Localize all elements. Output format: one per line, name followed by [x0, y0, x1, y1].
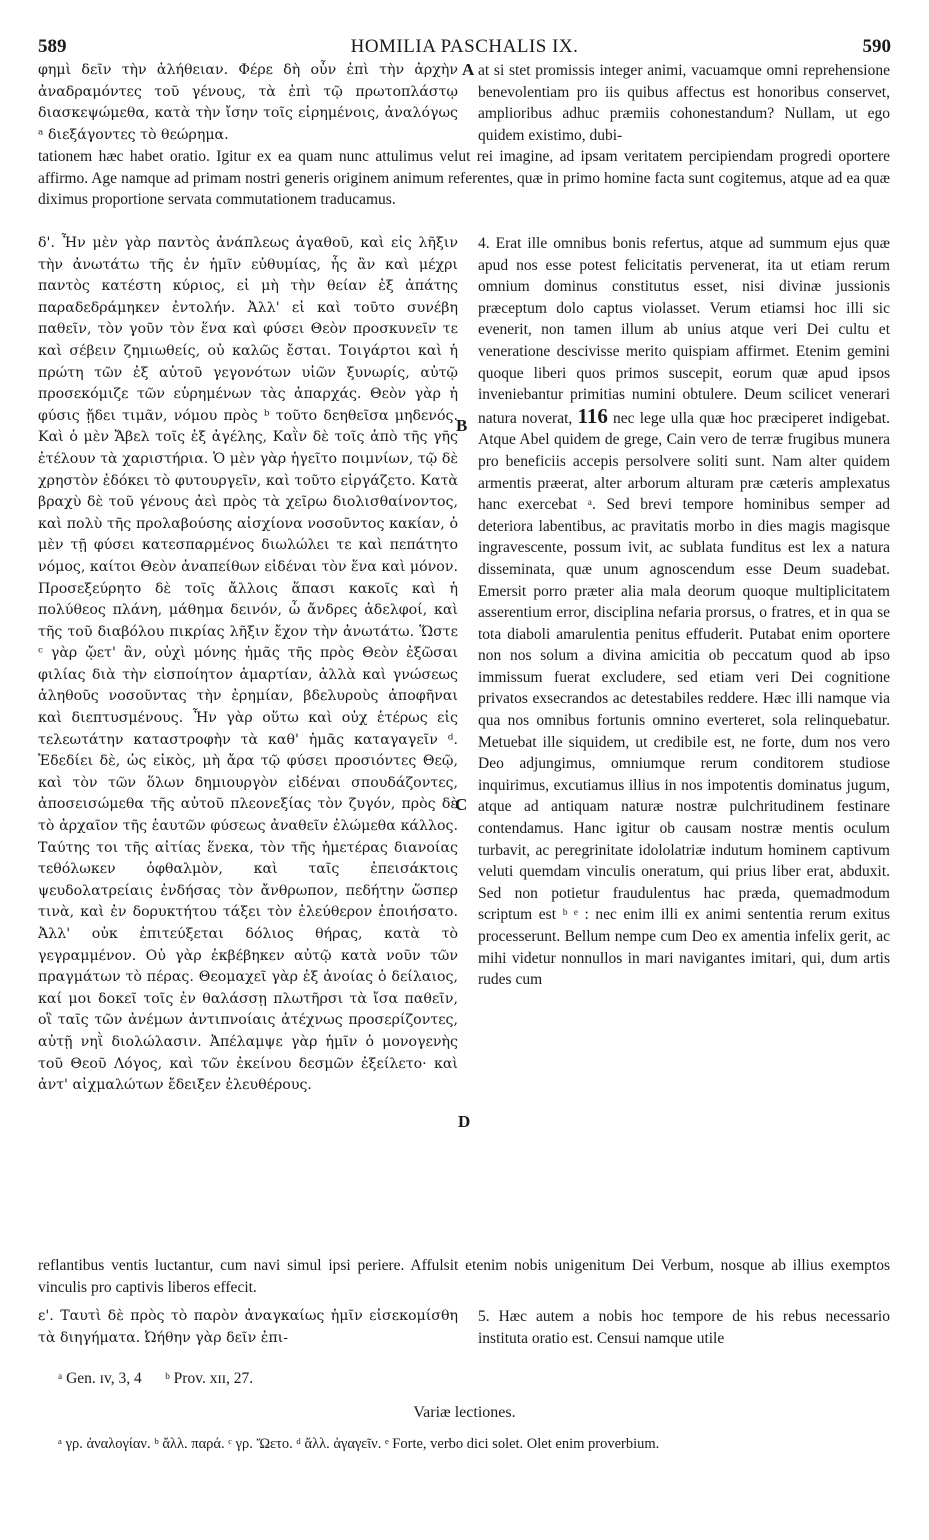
margin-mark-b: B	[456, 416, 468, 435]
footnote-a: ᵃ Gen. ɪv, 3, 4	[58, 1370, 142, 1387]
latin-paragraph-2-end: nec lege ulla quæ hoc præciperet indigebat. Atque Abel quidem de grege, Cain vero de terræ frugibus munera pro beneficiis accepis persolvere soliti sunt. Nam alter quidem armentis præerat, alter arborum alturam præ cæteris amplexatus hanc exercebat ᵃ. Sed brevi tempore hominibus semper ad deteriora labentibus, ac pravitatis morbo in dies magis magisque ingravescente, possum ivit, ac sublata funditus est lex a natura disseminata, quæ unum agnoscendum esse Deum suadebat. Emersit porro præter alia mala deorum quoque multiplicitatem asserentium error, disciplina nefaria prorsus, o fratres, et in qua se tota diaboli amarulentia penitus effuderit. Putabat enim oportere non nos solum a divina amicitia ob peccatum quod ab ipso immissum fuerat excludere, sed etiam veri Dei cognitione privatos exsecrandos ac detestabiles reddere. Hæc illi namque via qua nos omnibus fortunis omnino everteret, sola relinquebatur. Metuebat ille siquidem, ut credibile est, ne forte, dum nos vero Deo adjungimus, omniumque rerum conditorem studiose inquirimus, excutiamus illius in nos impotentis dominatus jugum, atque ad antiquam naturæ nostræ pulchritudinem festinare contendamus. Hanc igitur ob causam nostræ mentis oculum turbavit, ac peregrinitate idololatriæ indutum hominem captivum veluti quemdam vinculis oneratum, qui prius liber erat, abduxit. Sed non potietur fraudulentus hac præda, quemadmodum scriptum est ᵇ ᵉ : nec enim illi ex animi sententia rerum exitus processerunt. Bellum nempe cum Deo ex amentia infelix gerit, ac mihi videtur nonnullos in mari navigantes imitari, qui, dum artis rudes cum	[478, 409, 890, 989]
latin-paragraph-2-start: 4. Erat ille omnibus bonis refertus, atque ad summum ejus quæ apud nos esse potest felicitatis pervenerat, ita ut etiam rerum omnium dominus constitutus esset, nisi divinæ jussionis præceptum dolo captus violasset. Verum etiamsi hoc illi sic evenerit, non tamen illum ab unius atque veri Dei cultu et veneratione descivisse merito quispiam affirmet. Etenim gemini quoque liberi quos primos suscepit, eorum quæ apud ipsos inveniebantur primitias numini obtulere. Deum scilicet venerari natura noverat,	[478, 235, 890, 427]
greek-column-paragraph-3: ε'. Ταυτὶ δὲ πρὸς τὸ παρὸν ἀναγκαίως ἡμῖν εἰσεκομίσθη τὰ διηγήματα. Ὠήθην γὰρ δεῖν ἐπι-	[38, 1308, 458, 1346]
margin-mark-d: D	[458, 1112, 471, 1131]
footnotes	[58, 1370, 898, 1388]
full-width-paragraph-1: tationem hæc habet oratio. Igitur ex ea quam nunc attulimus velut rei imagine, ad ipsam veritatem percipiendam progredi oportere affirmo. Age namque ad primam nostri generis originem animum referentes, quæ in primo homine facta sunt cogitemus, atque ad ea quæ diximus proportione servata commutationem traducamus.	[38, 148, 890, 209]
footnote-b: ᵇ Prov. xɪɪ, 27.	[165, 1370, 254, 1387]
greek-column-paragraph-2: δ'. Ἦν μὲν γὰρ παντὸς ἀνάπλεως ἀγαθοῦ, καὶ εἰς λῆξιν τὴν ἀνωτάτω τῆς ἐν ἡμῖν εὐθυμίας, ἧς ἂν καὶ μέχρι παντὸς κατέστη κύριος, εἰ μὴ τὴν θείαν ἐξ ἀπάτης παραδεδράμηκεν ἐντολήν. Ἀλλ' εἰ καὶ τοῦτο συνέβη παθεῖν, τὸν γοῦν τὸν ἕνα καὶ φύσει Θεὸν προσκυνεῖν τε καὶ σέβειν ζημιωθείς, οὐ καλῶς ἔσται. Τοιγάρτοι καὶ ἡ πρώτη τῶν ἐξ αὐτοῦ γεγονότων υἱῶν ξυνωρίς, αὐτῷ προσεκόμιζε τῶν εὑρημένων τὰς ἀπαρχάς. Θεὸν γὰρ ἡ φύσις ᾔδει τιμᾶν, νόμου πρὸς ᵇ τοῦτο δεηθεῖσα μηδενός. Καὶ ὁ μὲν Ἄβελ τοῖς ἐξ ἀγέλης, Καῒν δὲ τοῖς ἀπὸ τῆς γῆς ἐτέλουν τὰ χαριστήρια. Ὁ μὲν γὰρ ἡγεῖτο ποιμνίων, τῷ δὲ χρηστὸν ἐδόκει τὸ φυτουργεῖν, καὶ τοῦτο εἰργάζετο. Κατὰ βραχὺ δὲ τοῦ γένους ἀεὶ πρὸς τὰ χεῖρω διολισθαίνοντος, καὶ πολὺ τῆς προλαβούσης αἰσχίονα νοσοῦντος κακίαν, ὁ μὲν τῇ φύσει κατεσπαρμένος διωλώλει τε καὶ πεπάτητο νόμος, καίτοι Θεὸν ἀναπείθων εἰδέναι τὸν ἕνα καὶ μόνον. Προσεξεύρητο δὲ τοῖς ἄλλοις ἅπασι κακοῖς καὶ ἡ πολύθεος πλάνη, μάθημα δεινόν, ὦ ἄνδρες ἀδελφοί, καὶ τῆς τοῦ διαβόλου πικρίας λῆξιν ἔχον τὴν ἀνωτάτω. Ὥστε ᶜ γὰρ ᾤετ' ἂν, οὐχὶ μόνης ἡμᾶς τῆς πρὸς Θεὸν ἐξῶσαι φιλίας διὰ τὴν εἰσποίητον ἁμαρτίαν, ἀλλὰ καὶ γνώσεως ἀληθοῦς νοσοῦντας τὴν ἐρημίαν, βδελυροὺς ἀποφῆναι καὶ διεπτυσμένους. Ἦν γὰρ οὕτω καὶ οὐχ ἑτέρως εἰς τελεωτάτην καταστροφὴν τὰ καθ' ἡμᾶς καταγαγεῖν ᵈ. Ἐδεδίει δὲ, ὡς εἰκὸς, μὴ ἄρα τῷ φύσει προσιόντες Θεῷ, καὶ τὸν τῶν ὅλων δημιουργὸν εἰδέναι σπουδάζοντες, ἀποσεισώμεθα τῆς αὐτοῦ πλεονεξίας τὸν ζυγόν, πρὸς δὲ τὸ ἀρχαῖον τῆς ἑαυτῶν φύσεως ἀναθεῖν ἐλώμεθα κάλλος. Ταύτης τοι τῆς αἰτίας ἕνεκα, τὸν τῆς ἡμετέρας διανοίας τεθόλωκεν ὀφθαλμὸν, καὶ ταῖς ἐπεισάκτοις ψευδολατρείαις ἐνδήσας τὸν ἄνθρωπον, πεδήτην ὥσπερ τινὰ, καὶ ἐν δορυκτήτου τάξει τὸν ἐλεύθερον ἐποιήσατο. Ἀλλ' οὐκ ἐπιτεύξεται δόλιος θήρας, κατὰ τὸ γεγραμμένον. Οὐ γὰρ ἐκβέβηκεν αὐτῷ κατὰ νοῦν τῶν πραγμάτων τὸ πέρας. Θεομαχεῖ γὰρ ἐξ ἀνοίας ὁ δείλαιος, καί μοι δοκεῖ τοῖς ἐν θαλάσσῃ πλωτῆρσι τὰ ἴσα παθεῖν, οἳ ταῖς τῶν ἀνέμων ἀντιπνοίαις ἀτέχνως προσερίζοντες, αὐτῇ νηῒ διολώλασιν. Ἀπέλαμψε γὰρ ἡμῖν ὁ μονογενὴς τοῦ Θεοῦ Λόγος, καὶ τῶν ἐκείνου δεσμῶν ἐξείλετο· καὶ ἀντ' αἰχμαλώτων ἔδειξεν ἐλευθέρους.	[38, 235, 458, 1094]
page-number-right: 590	[862, 36, 891, 57]
latin-column-paragraph-2	[478, 233, 890, 991]
column-number: 116	[577, 403, 608, 428]
latin-column-paragraph-1: at si stet promissis integer animi, vacuamque omni reprehensione benevolentiam pro iis quibus affectus est honoribus conservet, amplioribus adhuc præmiis cohonestandum? Nullam, ut ego quidem existimo, dubi-	[478, 62, 890, 144]
variae-lectiones-text: ᵃ γρ. ἀναλογίαν. ᵇ ἄλλ. παρά. ᶜ γρ. Ὤετο. ᵈ ἄλλ. ἀγαγεῖν. ᵉ Forte, verbo dici solet. Olet enim proverbium.	[58, 1436, 660, 1452]
greek-column-paragraph-1: φημὶ δεῖν τὴν ἀλήθειαν. Φέρε δὴ οὖν ἐπὶ τὴν ἀρχὴν ἀναδραμόντες τοῦ γένους, τὰ ἐπὶ τῷ πρωτοπλάστῳ διασκεψώμεθα, κατὰ τὴν ἴσην τοῖς εἰρημένοις, ἀναλόγως ᵃ διεξάγοντες τὸ θεώρημα.	[38, 62, 458, 143]
latin-column-paragraph-3: 5. Hæc autem a nobis hoc tempore de his rebus necessario instituta oratio est. Censui namque utile	[478, 1308, 890, 1347]
margin-mark-c: C	[455, 795, 468, 814]
running-title: HOMILIA PASCHALIS IX.	[350, 36, 579, 57]
full-width-paragraph-2: reflantibus ventis luctantur, cum navi simul ipsi periere. Affulsit etenim nobis unigenitum Dei Verbum, nosque ab illius exemptos vinculis pro captivis liberos effecit.	[38, 1257, 890, 1296]
margin-mark-a: A	[462, 60, 475, 79]
running-header	[38, 36, 891, 60]
variae-lectiones-title: Variæ lectiones.	[413, 1404, 516, 1421]
page-number-left: 589	[38, 36, 67, 57]
